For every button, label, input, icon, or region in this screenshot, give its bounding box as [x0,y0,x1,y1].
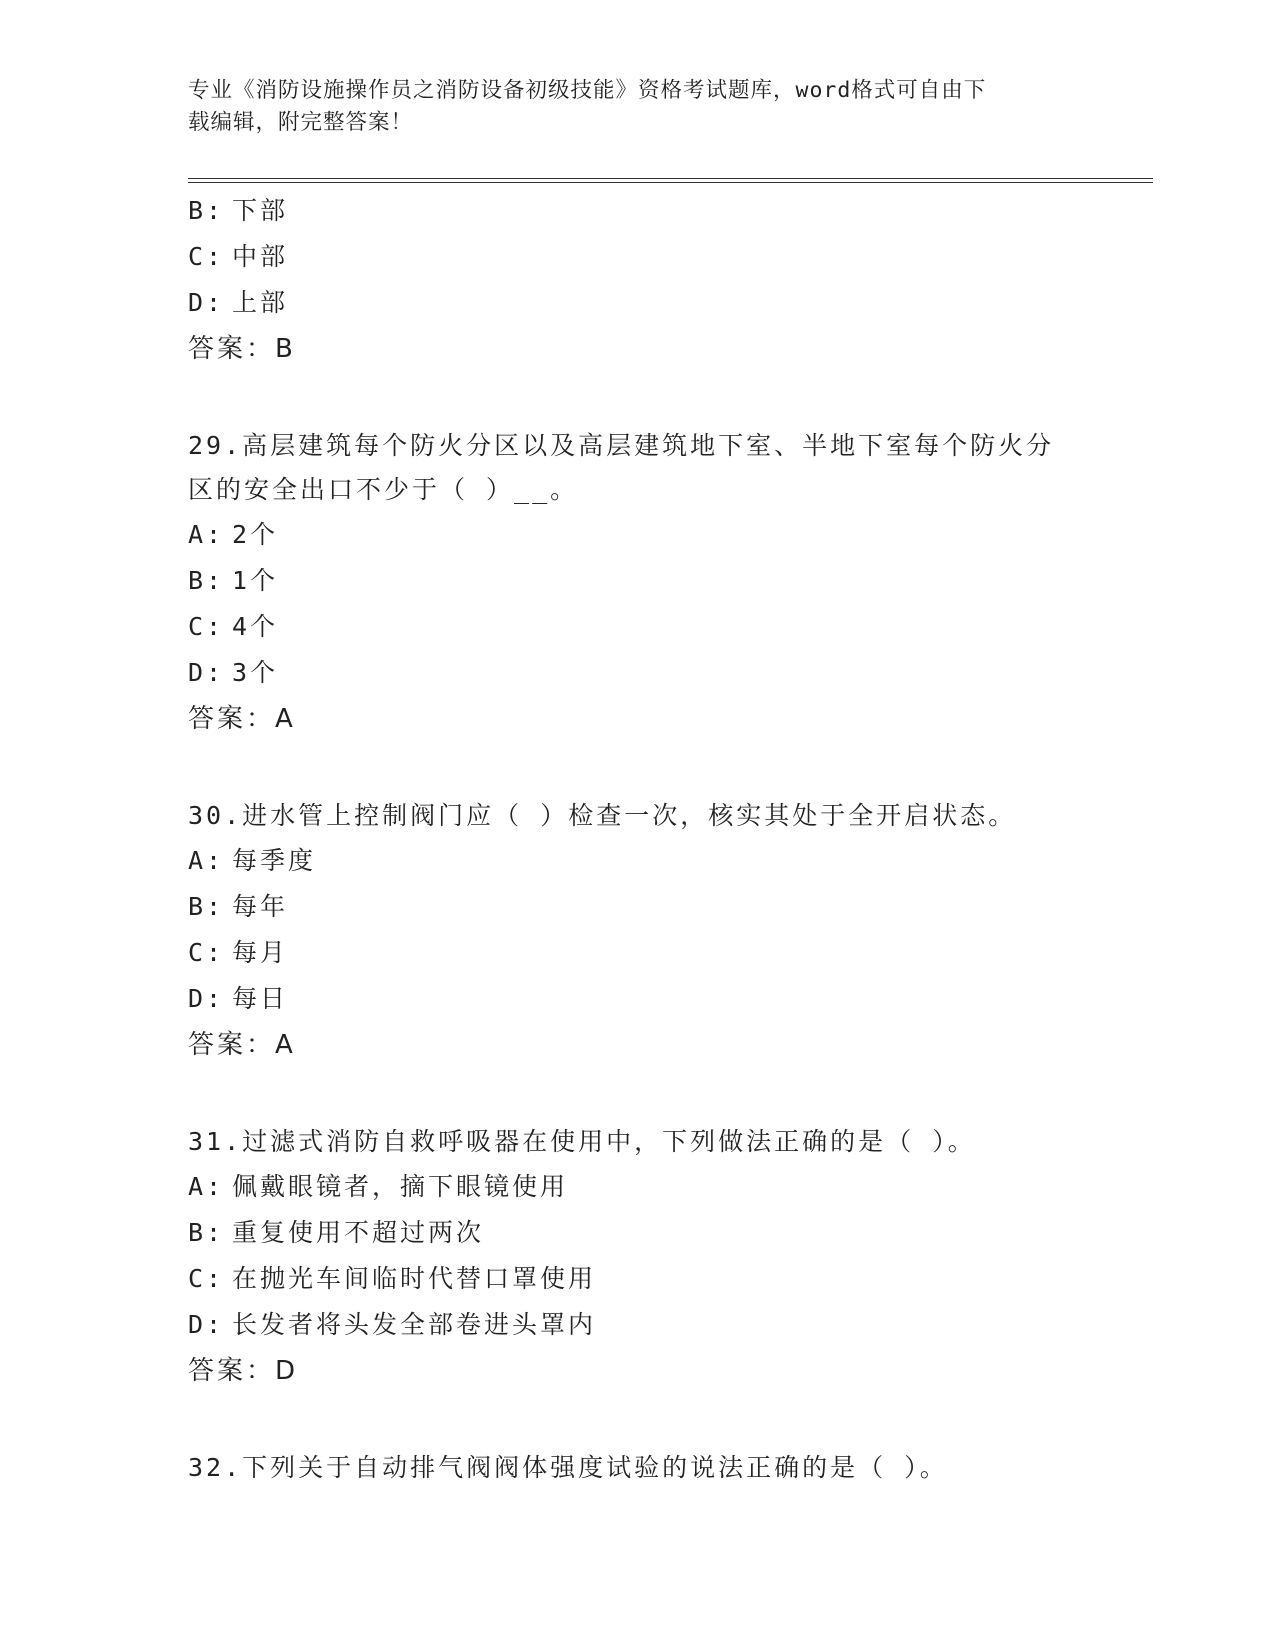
option-key: B: [188,196,225,225]
question-block [188,1446,1153,1490]
option-key: C: [188,242,225,271]
option-key: A: [188,520,225,549]
option-row [188,1302,1153,1348]
option-text: 4个 [232,612,279,641]
option-row [188,234,1153,280]
option-text: 佩戴眼镜者，摘下眼镜使用 [232,1172,569,1201]
option-row [188,930,1153,976]
option-text: 3个 [232,658,279,687]
option-row [188,604,1153,650]
stem-line: 30.进水管上控制阀门应（ ）检查一次，核实其处于全开启状态。 [188,801,1017,830]
header-divider [188,178,1153,183]
option-key: B: [188,1218,225,1247]
option-key: C: [188,1264,225,1293]
option-key: B: [188,566,225,595]
option-text: 每年 [232,892,289,921]
option-row [188,1210,1153,1256]
option-row [188,884,1153,930]
question-block [188,424,1153,742]
previous-question-tail [188,188,1153,372]
option-text: 上部 [232,288,289,317]
stem-line: 31.过滤式消防自救呼吸器在使用中，下列做法正确的是（ ）。 [188,1127,976,1156]
question-block [188,1120,1153,1394]
option-row [188,558,1153,604]
question-block [188,794,1153,1068]
option-text: 1个 [232,566,279,595]
question-stem [188,1446,1058,1490]
option-row [188,280,1153,326]
stem-line: 区的安全出口不少于（ ）__。 [188,475,579,504]
question-stem [188,794,1058,838]
stem-line: 32.下列关于自动排气阀阀体强度试验的说法正确的是（ ）。 [188,1453,948,1482]
option-text: 每日 [232,984,289,1013]
answer-line: 答案：B [188,334,296,364]
option-key: B: [188,892,225,921]
option-key: D: [188,288,225,317]
question-list [188,188,1153,1490]
option-text: 长发者将头发全部卷进头罩内 [232,1310,597,1339]
header-line-2: 载编辑，附完整答案！ [188,110,414,135]
option-key: A: [188,1172,225,1201]
option-text: 中部 [232,242,289,271]
option-row [188,188,1153,234]
option-text: 重复使用不超过两次 [232,1218,485,1247]
question-stem [188,1120,1058,1164]
option-row [188,650,1153,696]
option-row [188,512,1153,558]
option-key: D: [188,658,225,687]
header-line-1: 专业《消防设施操作员之消防设备初级技能》资格考试题库，word格式可自由下 [188,78,987,103]
option-key: A: [188,846,225,875]
option-key: D: [188,1310,225,1339]
option-key: D: [188,984,225,1013]
answer-line: 答案：D [188,1356,299,1386]
option-row [188,1164,1153,1210]
option-text: 在抛光车间临时代替口罩使用 [232,1264,597,1293]
option-text: 每月 [232,938,289,967]
option-row [188,838,1153,884]
question-stem [188,424,1058,512]
stem-line: 29.高层建筑每个防火分区以及高层建筑地下室、半地下室每个防火分 [188,431,1055,460]
option-text: 每季度 [232,846,317,875]
answer-line: 答案：A [188,704,296,734]
answer-line: 答案：A [188,1030,296,1060]
option-key: C: [188,938,225,967]
option-text: 下部 [232,196,289,225]
option-key: C: [188,612,225,641]
option-row [188,976,1153,1022]
document-header [188,75,1068,139]
option-row [188,1256,1153,1302]
option-text: 2个 [232,520,279,549]
